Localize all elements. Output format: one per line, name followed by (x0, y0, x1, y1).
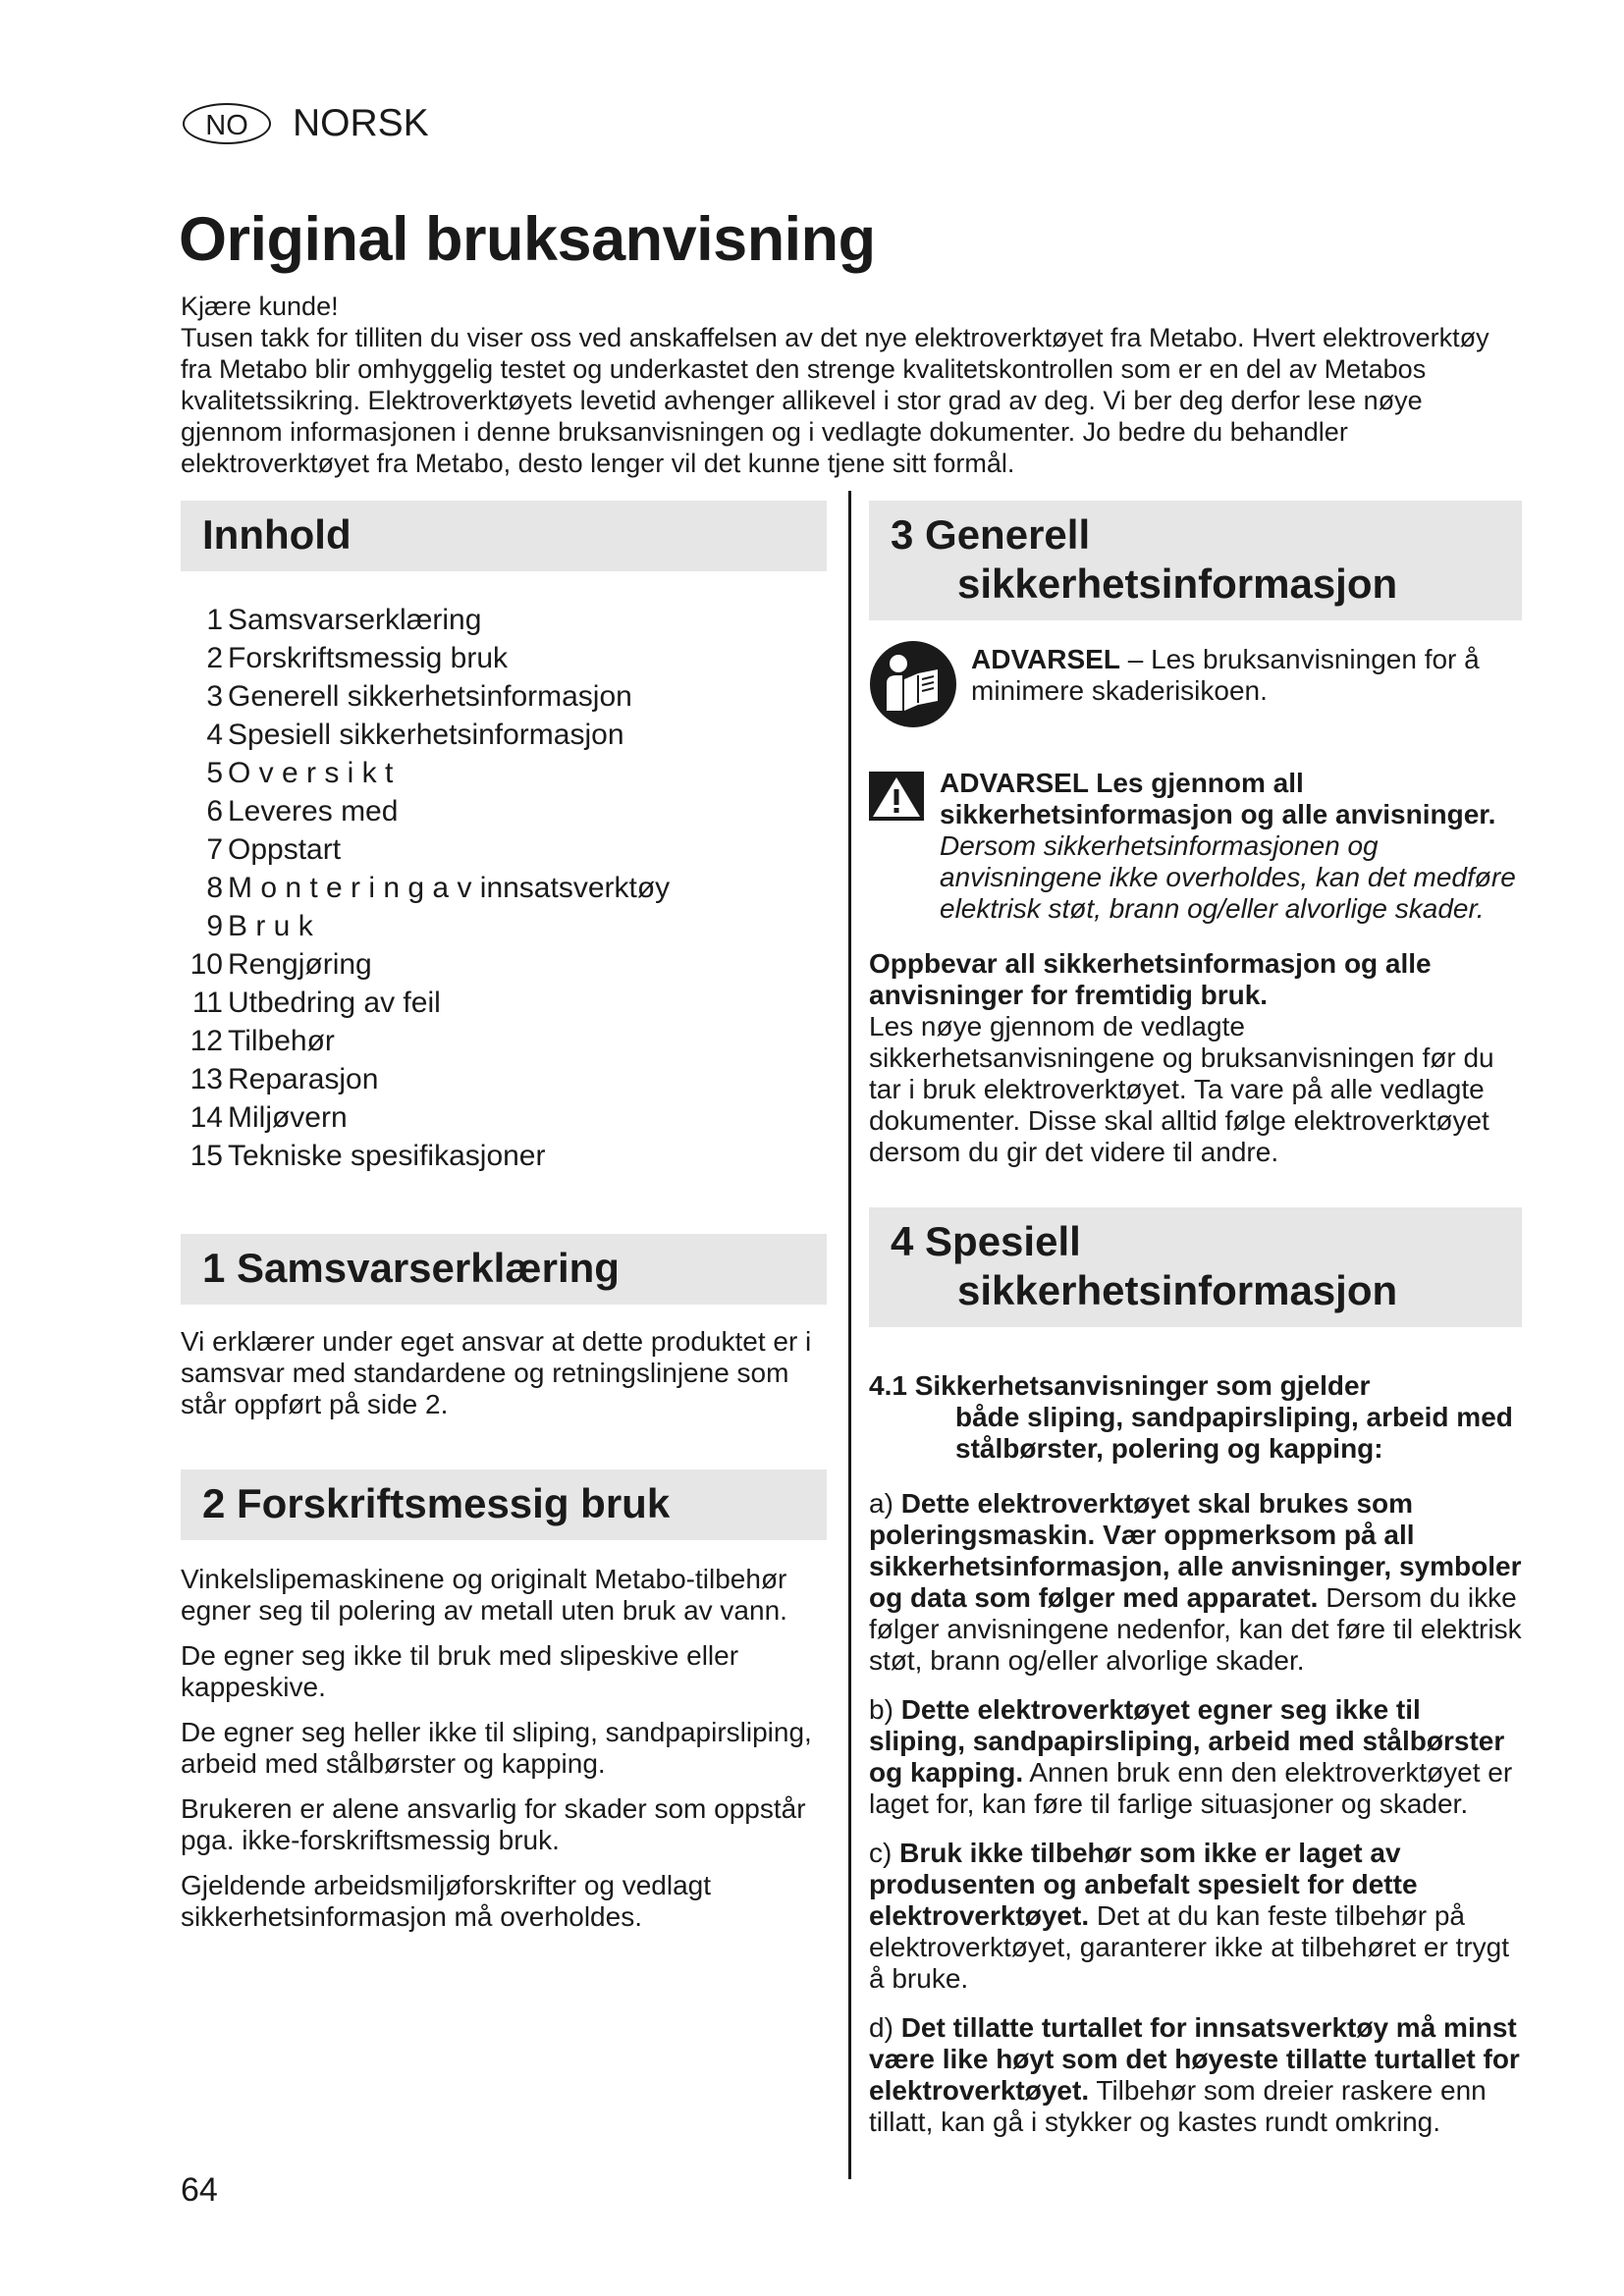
page-title: Original bruksanvisning (179, 205, 876, 274)
toc-item[interactable]: 11 Utbedring av feil (191, 987, 441, 1019)
section-1-heading: 1 Samsvarserklæring (181, 1234, 827, 1305)
safety-item: c) Bruk ikke tilbehør som ikke er laget av produsenten og anbefalt spesielt for dette elektroverktøyet. Det at du kan feste tilbehør på elektroverktøyet, garanterer ikke at tilbehøret er trygt å bruke. (869, 1838, 1510, 1994)
toc-heading: Innhold (181, 501, 827, 571)
section-4-heading: 4 Spesiell sikkerhetsinformasjon (869, 1207, 1522, 1327)
toc-item[interactable]: 15 Tekniske spesifikasjoner (189, 1140, 546, 1172)
section-2-paragraph: Brukeren er alene ansvarlig for skader som oppstår pga. ikke-forskriftsmessig bruk. (181, 1793, 806, 1855)
warning-triangle-icon (869, 772, 924, 821)
toc-item[interactable]: 8 M o n t e r i n g a v innsatsverktøy (206, 872, 671, 904)
section-1-text: Vi erklærer under eget ansvar at dette produktet er i samsvar med standardene og retningslinjene som står oppført på side 2. (181, 1326, 812, 1419)
toc-item[interactable]: 13 Reparasjon (189, 1063, 379, 1095)
safety-items (869, 1488, 1522, 2138)
toc-item[interactable]: 4 Spesiell sikkerhetsinformasjon (206, 719, 624, 751)
toc-item[interactable]: 2 Forskriftsmessig bruk (206, 642, 509, 674)
right-column (869, 501, 1522, 2156)
read-manual-warning-text: ADVARSEL – Les bruksanvisningen for å minimere skaderisikoen. (971, 644, 1480, 706)
intro (181, 291, 1526, 479)
intro-greeting: Kjære kunde! (181, 292, 339, 321)
toc-item[interactable]: 1 Samsvarserklæring (206, 604, 482, 636)
subsection-4-1-heading: 4.1 Sikkerhetsanvisninger som gjelder både sliping, sandpapirsliping, arbeid med stålbørster, polering og kapping: (869, 1370, 1513, 1464)
language-indicator (183, 102, 429, 145)
section-1-body (181, 1326, 827, 1420)
keep-instructions-bold: Oppbevar all sikkerhetsinformasjon og alle anvisninger for fremtidig bruk. (869, 948, 1432, 1010)
keep-instructions (869, 948, 1522, 1168)
section-2-body (181, 1564, 827, 1933)
column-divider (848, 491, 851, 2179)
keep-instructions-text: Les nøye gjennom de vedlagte sikkerhetsanvisningene og bruksanvisningen før du tar i bruk elektroverktøyet. Ta vare på alle vedlagte dokumenter. Disse skal alltid følge elektroverktøyet dersom du gir det videre til andre. (869, 1011, 1494, 1167)
intro-text: Tusen takk for tilliten du viser oss ved anskaffelsen av det nye elektroverktøyet fra Metabo. Hvert elektroverktøy fra Metabo blir omhyggelig testet og underkastet den strenge kvalitetskontrollen som er en del av Metabos kvalitetssikring. Elektroverktøyets levetid avhenger allikevel i stor grad av deg. Vi ber deg derfor lese nøye gjennom informasjonen i denne bruksanvisningen og i vedlagte dokumenter. Jo bedre du behandler elektroverktøyet fra Metabo, desto lenger vil det kunne tjene sitt formål. (181, 323, 1489, 478)
left-column (181, 501, 827, 1947)
toc-item[interactable]: 14 Miljøvern (189, 1101, 348, 1134)
section-3-heading: 3 Generell sikkerhetsinformasjon (869, 501, 1522, 620)
safety-item: b) Dette elektroverktøyet egner seg ikke til sliping, sandpapirsliping, arbeid med stålbørster og kapping. Annen bruk enn den elektroverktøyet er laget for, kan føre til farlige situasjoner og skader. (869, 1694, 1513, 1819)
section-2-paragraph: Gjeldende arbeidsmiljøforskrifter og vedlagt sikkerhetsinformasjon må overholdes. (181, 1870, 712, 1932)
read-manual-warning (869, 640, 1522, 728)
safety-item: a) Dette elektroverktøyet skal brukes som poleringsmaskin. Vær oppmerksom på all sikkerhetsinformasjon, alle anvisninger, symboler og data som følger med apparatet. Dersom du ikke følger anvisningene nedenfor, kan det føre til elektrisk støt, brann og/eller alvorlige skader. (869, 1488, 1522, 1676)
section-2-paragraph: Vinkelslipemaskinene og originalt Metabo-tilbehør egner seg til polering av metall uten bruk av vann. (181, 1564, 787, 1626)
language-name: NORSK (293, 102, 429, 144)
safety-item: d) Det tillatte turtallet for innsatsverktøy må minst være like høyt som det høyeste tillatte turtallet for elektroverktøyet. Tilbehør som dreier raskere enn tillatt, kan gå i stykker og kastes rundt omkring. (869, 2012, 1520, 2137)
toc-item[interactable]: 7 Oppstart (206, 833, 342, 866)
section-2-heading: 2 Forskriftsmessig bruk (181, 1469, 827, 1540)
toc-item[interactable]: 6 Leveres med (206, 795, 399, 828)
section-2-paragraph: De egner seg ikke til bruk med slipeskive eller kappeskive. (181, 1640, 739, 1702)
section-2-paragraph: De egner seg heller ikke til sliping, sandpapirsliping, arbeid med stålbørster og kapping. (181, 1717, 812, 1779)
read-manual-icon (869, 640, 957, 728)
safety-warning: ADVARSEL Les gjennom all sikkerhetsinformasjon og alle anvisninger. Dersom sikkerhetsinformasjonen og anvisningene ikke overholdes, kan det medføre elektrisk støt, brann og/eller alvorlige skader. (869, 768, 1522, 925)
toc-item[interactable]: 3 Generell sikkerhetsinformasjon (206, 680, 632, 713)
toc-item[interactable]: 9 B r u k (206, 910, 313, 942)
toc-item[interactable]: 12 Tilbehør (189, 1025, 335, 1057)
toc-item[interactable]: 10 Rengjøring (189, 948, 372, 981)
page-number: 64 (181, 2171, 218, 2209)
language-code-badge: NO (183, 103, 271, 144)
toc-item[interactable]: 5 O v e r s i k t (206, 757, 394, 789)
table-of-contents (181, 601, 827, 1175)
